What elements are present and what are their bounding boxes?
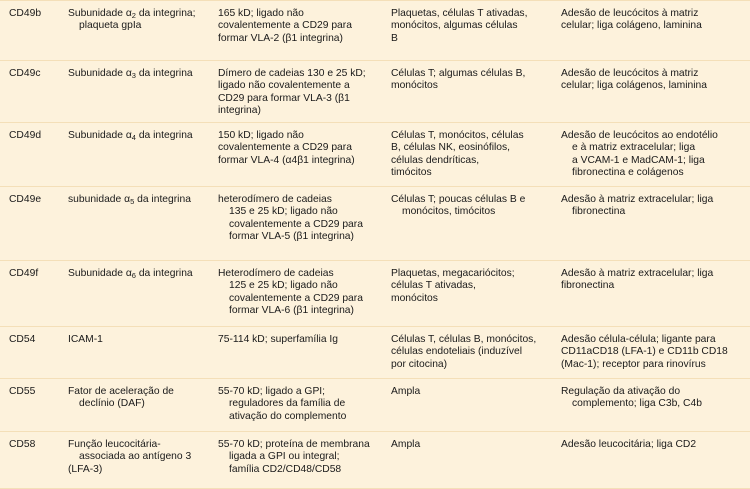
cd-designation: CD58 [9, 439, 36, 450]
cd-designation: CD49e [9, 194, 42, 205]
molecular-structure: 75-114 kD; superfamília Ig [218, 334, 338, 345]
molecule-name: subunidade $\alpha_5$ da integrina [68, 194, 191, 206]
molecular-structure: Dímero de cadeias 130 e 25 kD; ligado não covalentemente a CD29 para formar VLA-3 (β1 integrina) [218, 68, 366, 117]
molecular-structure: 55-70 kD; proteína de membrana ligada a GPI ou integral; família CD2/CD48/CD58 [218, 439, 370, 475]
cellular-expression: Células T, monócitos, células B, células NK, eosinófilos, células dendríticas, timócitos [391, 130, 524, 179]
molecule-name: Subunidade $\alpha_3$ da integrina [68, 68, 193, 80]
molecular-structure: Heterodímero de cadeias 125 e 25 kD; ligado não covalentemente a CD29 para formar VLA-6 (β1 integrina) [218, 268, 363, 317]
table-row [0, 122, 750, 186]
molecule-name: Subunidade $\alpha_4$ da integrina [68, 130, 193, 142]
cellular-expression: Plaquetas, megacariócitos; células T ativadas, monócitos [391, 268, 515, 304]
table-row [0, 186, 750, 260]
molecular-structure: 55-70 kD; ligado a GPI; reguladores da família de ativação do complemento [218, 386, 347, 422]
cd-designation: CD49f [9, 268, 39, 279]
known-functions: Adesão célula-célula; ligante para CD11aCD18 (LFA-1) e CD11b CD18 (Mac-1); receptor para rinovírus [561, 334, 728, 370]
table-row [0, 378, 750, 431]
table-row [0, 431, 750, 489]
cellular-expression: Células T, células B, monócitos, células endoteliais (induzível por citocina) [391, 334, 537, 370]
molecule-name: Subunidade $\alpha_6$ da integrina [68, 268, 193, 280]
table-row [0, 1, 750, 60]
cellular-expression: Plaquetas, células T ativadas, monócitos, algumas células B [391, 8, 528, 44]
cd-designation: CD49b [9, 8, 42, 19]
molecular-structure: 150 kD; ligado não covalentemente a CD29 para formar VLA-4 (α4β1 integrina) [218, 130, 355, 166]
cd-designation: CD49c [9, 68, 41, 79]
known-functions: Regulação da ativação do complemento; liga C3b, C4b [561, 386, 702, 410]
known-functions: Adesão leucocitária; liga CD2 [561, 439, 697, 450]
table-row [0, 60, 750, 122]
cd-designation: CD49d [9, 130, 42, 141]
table-row [0, 326, 750, 378]
cellular-expression: Células T; algumas células B, monócitos [391, 68, 526, 92]
molecular-structure: 165 kD; ligado não covalentemente a CD29 para formar VLA-2 (β1 integrina) [218, 8, 352, 44]
molecular-structure: heterodímero de cadeias 135 e 25 kD; ligado não covalentemente a CD29 para formar VLA-5 (β1 integrina) [218, 194, 363, 243]
known-functions: Adesão à matriz extracelular; liga fibronectina [561, 194, 714, 218]
molecule-name: Subunidade $\alpha_2$ da integrina; plaqueta gpIa [68, 8, 196, 32]
molecule-name: Função leucocitária- associada ao antígeno 3 (LFA-3) [68, 439, 192, 475]
cd-designation: CD54 [9, 334, 36, 345]
known-functions: Adesão de leucócitos à matriz celular; liga colágeno, laminina [561, 8, 702, 32]
table-row [0, 260, 750, 326]
known-functions: Adesão de leucócitos à matriz celular; liga colágenos, laminina [561, 68, 707, 92]
cd-designation: CD55 [9, 386, 36, 397]
molecule-name: ICAM-1 [68, 334, 103, 345]
known-functions: Adesão de leucócitos ao endotélio e à matriz extracelular; liga a VCAM-1 e MadCAM-1; liga fibronectina e colágenos [561, 130, 718, 179]
known-functions: Adesão à matriz extracelular; liga fibronectina [561, 268, 714, 292]
cellular-expression: Células T; poucas células B e monócitos, timócitos [391, 194, 526, 218]
cellular-expression: Ampla [391, 386, 421, 397]
cellular-expression: Ampla [391, 439, 421, 450]
molecule-name: Fator de aceleração de declínio (DAF) [68, 386, 174, 410]
